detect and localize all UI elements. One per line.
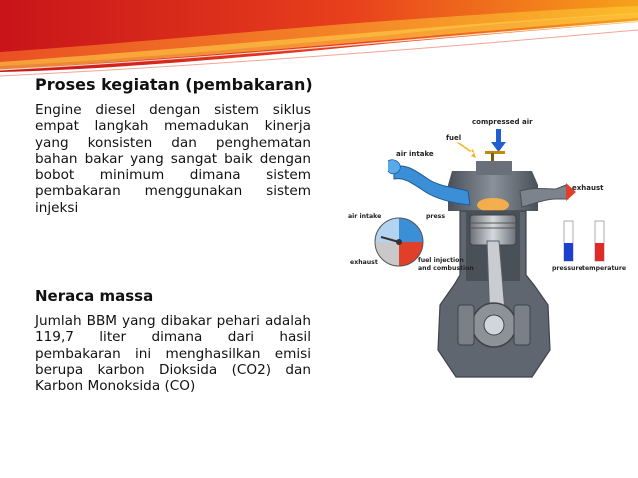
label-fuel: fuel: [446, 134, 462, 142]
section-heading-mass-balance: Neraca massa: [35, 287, 154, 305]
compressed-air-arrow: [491, 129, 506, 152]
label-exhaust-right: exhaust: [572, 184, 604, 192]
fuel-arrow: [456, 142, 476, 158]
label-and-combustion: and combustion: [418, 265, 474, 272]
diesel-engine-diagram: [344, 115, 626, 465]
cycle-dial: [375, 218, 423, 266]
label-exhaust-legend: exhaust: [350, 259, 378, 266]
temperature-gauge: [595, 221, 604, 261]
decorative-banner: [0, 0, 638, 80]
label-compressed-air: compressed air: [472, 118, 533, 126]
pressure-gauge: [564, 221, 573, 261]
label-press: press: [426, 213, 446, 220]
label-temperature: temperature: [582, 265, 626, 272]
label-air-intake-top: air intake: [396, 150, 434, 158]
mass-balance-description: Jumlah BBM yang dibakar pehari adalah 119,7 liter dimana dari hasil pembakaran ini menghasilkan emisi berupa karbon Dioksida (CO2) dan Karbon Monoksida (CO): [35, 313, 311, 395]
section-heading-process: Proses kegiatan (pembakaran): [35, 75, 313, 94]
label-air-intake-legend: air intake: [348, 213, 382, 220]
process-description: Engine diesel dengan sistem siklus empat langkah memadukan kinerja yang konsisten dan penghematan bahan bakar yang sangat baik dengan bobot minimum dimana sistem pembakaran menggunakan sistem injeksi: [35, 102, 311, 216]
label-fuel-injection: fuel injection: [418, 257, 464, 264]
label-pressure: pressure: [552, 265, 583, 272]
